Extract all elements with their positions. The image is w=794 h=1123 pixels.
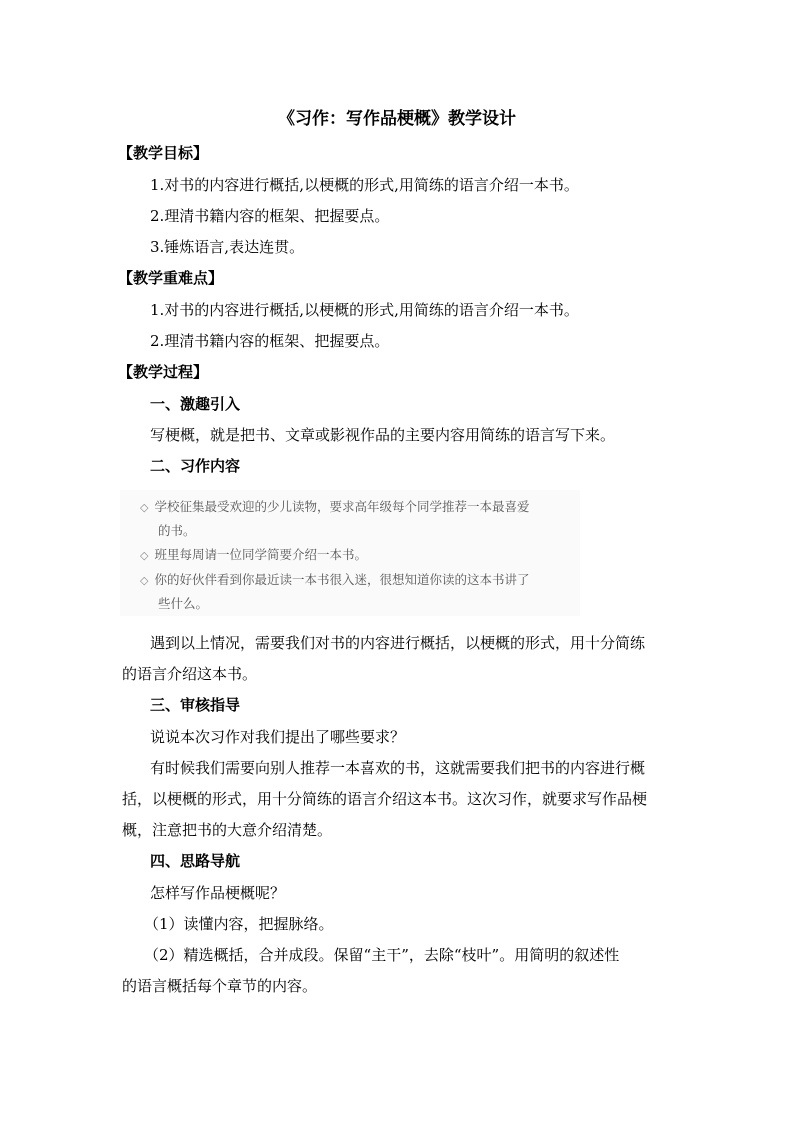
section-heading: 一、激趣引入 xyxy=(150,395,241,413)
step-item: （1）读懂内容，把握脉络。 xyxy=(144,915,334,933)
task-item: ◇ 学校征集最受欢迎的少儿读物，要求高年级每个同学推荐一本最喜爱 xyxy=(140,499,530,514)
section-text: 遇到以上情况，需要我们对书的内容进行概括，以梗概的形式，用十分简练 xyxy=(150,634,646,652)
goal-item: 2.理清书籍内容的框架、把握要点。 xyxy=(150,207,390,225)
task-item-cont: 些什么。 xyxy=(158,596,209,611)
section-text: 有时候我们需要向别人推荐一本喜欢的书，这就需要我们把书的内容进行概 xyxy=(150,759,646,777)
section-text: 写梗概，就是把书、文章或影视作品的主要内容用简练的语言写下来。 xyxy=(150,426,616,444)
page-title: 《习作：写作品梗概》教学设计 xyxy=(278,109,516,129)
process-heading: 【教学过程】 xyxy=(118,363,209,381)
step-item: （2）精选概括，合并成段。保留“主干”，去除“枝叶”。用简明的叙述性 xyxy=(144,946,620,964)
key-item: 2.理清书籍内容的框架、把握要点。 xyxy=(150,332,390,350)
step-item: 的语言概括每个章节的内容。 xyxy=(122,977,318,995)
task-item-cont: 的书。 xyxy=(158,523,196,538)
goal-heading: 【教学目标】 xyxy=(118,144,209,162)
key-item: 1.对书的内容进行概括,以梗概的形式,用简练的语言介绍一本书。 xyxy=(150,301,579,319)
diamond-icon: ◇ xyxy=(140,574,149,587)
task-item: ◇ 班里每周请一位同学简要介绍一本书。 xyxy=(140,547,367,562)
task-box xyxy=(120,490,580,616)
section-text: 怎样写作品梗概呢？ xyxy=(150,884,286,902)
section-text: 括，以梗概的形式，用十分简练的语言介绍这本书。这次习作，就要求写作品梗 xyxy=(122,790,648,808)
section-heading: 二、习作内容 xyxy=(150,457,241,475)
key-heading: 【教学重难点】 xyxy=(118,269,224,287)
diamond-icon: ◇ xyxy=(140,549,149,562)
goal-item: 3.锤炼语言,表达连贯。 xyxy=(150,238,305,256)
section-text: 概，注意把书的大意介绍清楚。 xyxy=(122,821,333,839)
section-heading: 四、思路导航 xyxy=(150,852,241,870)
task-item: ◇ 你的好伙伴看到你最近读一本书很入迷，很想知道你读的这本书讲了 xyxy=(140,572,530,587)
diamond-icon: ◇ xyxy=(140,501,149,514)
goal-item: 1.对书的内容进行概括,以梗概的形式,用简练的语言介绍一本书。 xyxy=(150,176,579,194)
section-heading: 三、审核指导 xyxy=(150,696,241,714)
section-text: 的语言介绍这本书。 xyxy=(122,665,258,683)
section-text: 说说本次习作对我们提出了哪些要求？ xyxy=(150,728,406,746)
